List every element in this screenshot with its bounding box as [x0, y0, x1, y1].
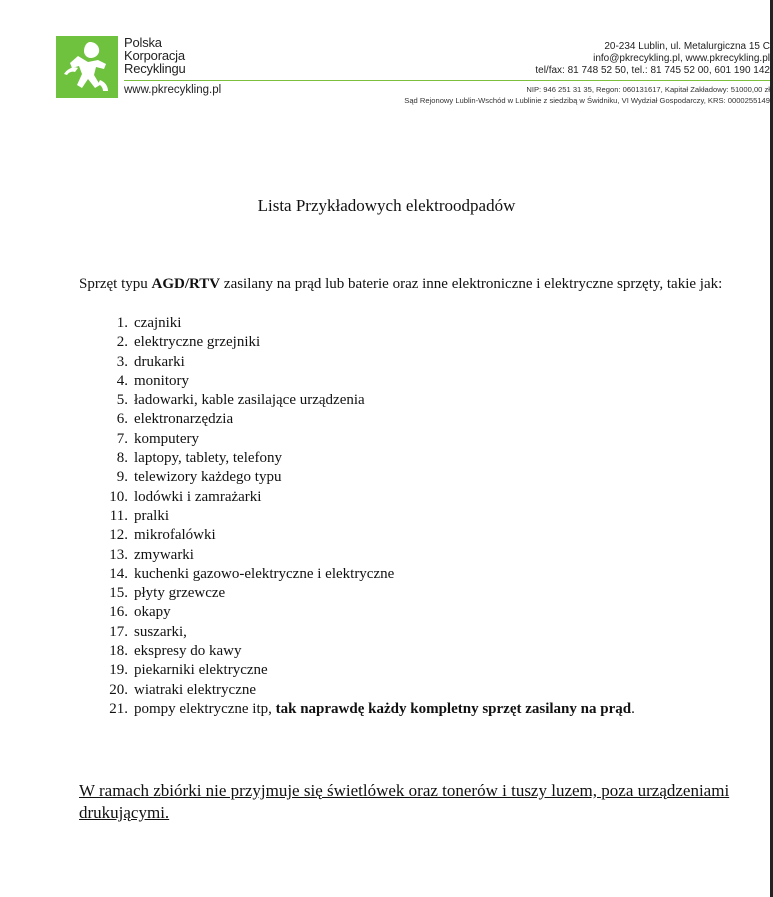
legal-line: NIP: 946 251 31 35, Regon: 060131617, Kapitał Zakładowy: 51000,00 zł	[526, 85, 770, 94]
email-line: info@pkrecykling.pl, www.pkrecykling.pl	[593, 53, 770, 64]
list-item	[79, 623, 635, 642]
company-name	[124, 36, 186, 75]
list-item-number: 6.	[116, 411, 128, 428]
list-item-text: lodówki i zamrażarki	[134, 488, 262, 505]
list-item	[79, 700, 635, 719]
list-item-text: zmywarki	[134, 546, 194, 563]
list-item	[79, 507, 635, 526]
list-item-number: 1.	[116, 315, 128, 331]
list-item-text: elektronarzędzia	[134, 411, 234, 428]
list-item	[79, 642, 635, 661]
list-item-number: 20.	[109, 681, 128, 698]
list-item	[79, 565, 635, 584]
website-link[interactable]: www.pkrecykling.pl	[124, 84, 222, 96]
list-item-number: 16.	[109, 604, 128, 621]
list-item-number: 8.	[116, 450, 128, 467]
company-name-line: Polska	[124, 35, 162, 50]
list-item	[79, 314, 635, 333]
list-item-text: ekspresy do kawy	[134, 643, 242, 660]
list-item-text: monitory	[134, 372, 189, 389]
list-item	[79, 526, 635, 545]
list-item-text: wiatraki elektryczne	[134, 681, 257, 698]
document-title: Lista Przykładowych elektroodpadów	[257, 196, 516, 215]
phone-line: tel/fax: 81 748 52 50, tel.: 81 745 52 00, 601 190 142	[535, 65, 770, 76]
legal-line: Sąd Rejonowy Lublin-Wschód w Lublinie z siedzibą w Świdniku, VI Wydział Gospodarczy, KRS: 0000255149	[404, 96, 770, 105]
list-item-number: 3.	[116, 353, 128, 370]
list-item	[79, 603, 635, 622]
list-item-number: 19.	[109, 662, 128, 679]
list-item-number: 17.	[109, 623, 128, 640]
list-item	[79, 661, 635, 680]
list-item-text: laptopy, tablety, telefony	[134, 450, 283, 467]
list-item-number: 14.	[109, 565, 128, 582]
list-item	[79, 391, 635, 410]
list-item-number: 5.	[116, 392, 128, 409]
intro-prefix: Sprzęt typu	[79, 276, 152, 292]
list-item-number: 15.	[109, 585, 128, 602]
intro-suffix: zasilany na prąd lub baterie oraz inne elektroniczne i elektryczne sprzęty, takie jak:	[220, 276, 723, 292]
company-name-line: Korporacja	[124, 48, 185, 63]
list-item-number: 10.	[109, 488, 128, 505]
intro-bold: AGD/RTV	[151, 276, 221, 292]
list-item	[79, 410, 635, 429]
list-item-text: ładowarki, kable zasilające urządzenia	[134, 392, 365, 409]
list-item-number: 21.	[109, 700, 128, 717]
exclusion-notice: W ramach zbiórki nie przyjmuje się świetlówek oraz tonerów i tuszy luzem, poza urządzeniami drukującymi.	[79, 781, 730, 822]
list-item-number: 9.	[116, 469, 128, 486]
list-item	[79, 681, 635, 700]
list-item	[79, 584, 635, 603]
contact-address	[535, 41, 770, 77]
address-line: 20-234 Lublin, ul. Metalurgiczna 15 C	[604, 41, 770, 52]
list-item-number: 2.	[116, 334, 128, 351]
list-item-text: pralki	[134, 507, 169, 524]
list-item	[79, 430, 635, 449]
list-item-punctuation: .	[631, 700, 635, 717]
list-item-text: okapy	[134, 604, 171, 621]
recycling-figure-logo-icon	[56, 36, 118, 98]
list-item	[79, 353, 635, 372]
list-item-text: czajniki	[134, 315, 182, 331]
legal-info	[404, 84, 770, 106]
list-item-text: piekarniki elektryczne	[134, 662, 268, 679]
list-item	[79, 372, 635, 391]
list-item	[79, 333, 635, 352]
list-item	[79, 468, 635, 487]
list-item-text: pompy elektryczne itp,	[134, 700, 276, 717]
list-item-number: 4.	[116, 372, 128, 389]
list-item-number: 11.	[109, 507, 128, 524]
list-item-number: 12.	[109, 527, 128, 544]
list-item	[79, 449, 635, 468]
list-item-text: elektryczne grzejniki	[134, 334, 261, 351]
list-item-number: 13.	[109, 546, 128, 563]
company-name-line: Recyklingu	[124, 61, 186, 76]
list-item-number: 18.	[109, 643, 128, 660]
list-item-emphasis: tak naprawdę każdy kompletny sprzęt zasilany na prąd	[275, 700, 632, 717]
list-item-text: telewizory każdego typu	[134, 469, 282, 486]
list-item-text: mikrofalówki	[134, 527, 216, 544]
item-list	[79, 314, 635, 719]
list-item-text: płyty grzewcze	[134, 585, 226, 602]
list-item-text: kuchenki gazowo-elektryczne i elektryczne	[134, 565, 395, 582]
intro-paragraph	[79, 275, 749, 293]
list-item-text: komputery	[134, 430, 199, 447]
list-item-text: suszarki,	[134, 623, 187, 640]
list-item-text: drukarki	[134, 353, 185, 370]
list-item-number: 7.	[116, 430, 128, 447]
list-item	[79, 488, 635, 507]
list-item	[79, 546, 635, 565]
header-rule	[124, 80, 770, 81]
